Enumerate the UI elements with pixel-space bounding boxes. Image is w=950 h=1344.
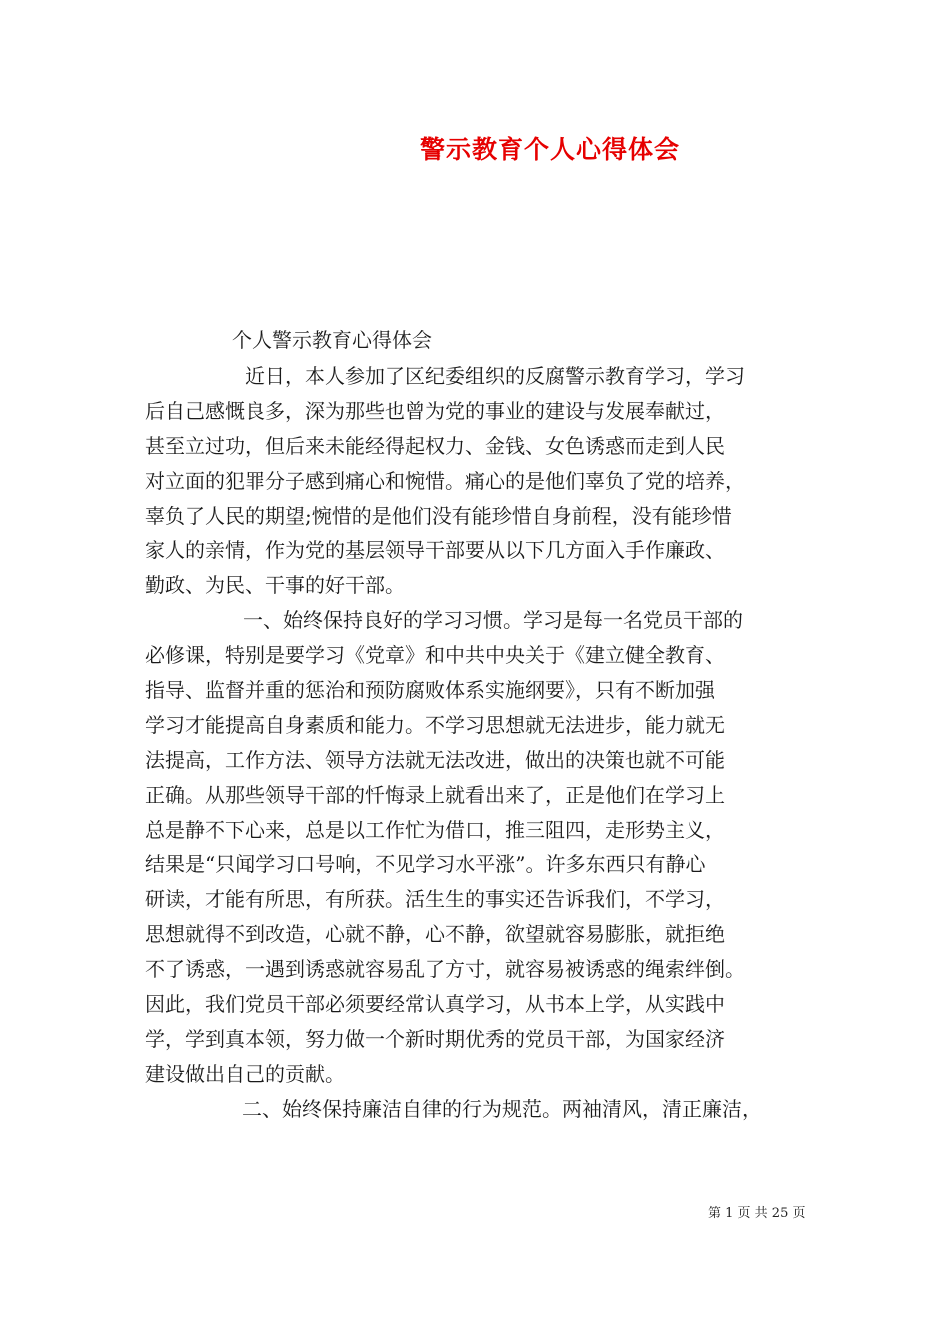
document-title: 警示教育个人心得体会: [419, 135, 680, 164]
paragraph-2-line-1: 一、始终保持良好的学习习惯。学习是每一名党员干部的: [243, 608, 743, 633]
paragraph-1-line-2: 后自己感慨良多，深为那些也曾为党的事业的建设与发展奉献过，: [145, 398, 725, 423]
paragraph-2-line-3: 指导、监督并重的惩治和预防腐败体系实施纲要》，只有不断加强: [145, 678, 715, 703]
paragraph-2-line-13: 学，学到真本领，努力做一个新时期优秀的党员干部，为国家经济: [145, 1026, 725, 1051]
paragraph-2-line-9: 研读，才能有所思，有所获。活生生的事实还告诉我们，不学习，: [145, 887, 725, 912]
paragraph-2-line-12: 因此，我们党员干部必须要经常认真学习，从书本上学，从实践中: [145, 992, 725, 1017]
page-footer: 第 1 页 共 25 页: [708, 1206, 806, 1221]
paragraph-1-line-3: 甚至立过功，但后来未能经得起权力、金钱、女色诱惑而走到人民: [145, 433, 725, 458]
paragraph-1-line-6: 家人的亲情，作为党的基层领导干部要从以下几方面入手作廉政、: [145, 538, 725, 563]
document-body: [145, 359, 835, 1127]
paragraph-2-line-8: 结果是“只闻学习口号响，不见学习水平涨”。许多东西只有静心: [145, 852, 706, 877]
paragraph-1-line-5: 辜负了人民的期望;惋惜的是他们没有能珍惜自身前程，没有能珍惜: [145, 503, 732, 528]
paragraph-2-line-7: 总是静不下心来，总是以工作忙为借口，推三阻四，走形势主义，: [145, 817, 725, 842]
paragraph-2-line-11: 不了诱惑，一遇到诱惑就容易乱了方寸，就容易被诱惑的绳索绊倒。: [145, 957, 745, 982]
paragraph-2-line-10: 思想就得不到改造，心就不静，心不静，欲望就容易膨胀，就拒绝: [145, 922, 725, 947]
paragraph-2-line-4: 学习才能提高自身素质和能力。不学习思想就无法进步，能力就无: [145, 712, 725, 737]
document-subtitle: 个人警示教育心得体会: [232, 328, 432, 352]
paragraph-2-line-6: 正确。从那些领导干部的忏悔录上就看出来了，正是他们在学习上: [145, 782, 725, 807]
paragraph-3-line-1: 二、始终保持廉洁自律的行为规范。两袖清风，清正廉洁，: [242, 1096, 762, 1121]
paragraph-2-line-14: 建设做出自己的贡献。: [145, 1061, 345, 1086]
paragraph-1-line-1: 近日，本人参加了区纪委组织的反腐警示教育学习，学习: [245, 364, 745, 388]
paragraph-2-line-5: 法提高，工作方法、领导方法就无法改进，做出的决策也就不可能: [145, 747, 725, 772]
paragraph-1-line-7: 勤政、为民、干事的好干部。: [145, 573, 405, 598]
paragraph-1-line-4: 对立面的犯罪分子感到痛心和惋惜。痛心的是他们辜负了党的培养，: [145, 468, 745, 493]
paragraph-2-line-2: 必修课，特别是要学习《党章》和中共中央关于《建立健全教育、: [145, 643, 725, 668]
